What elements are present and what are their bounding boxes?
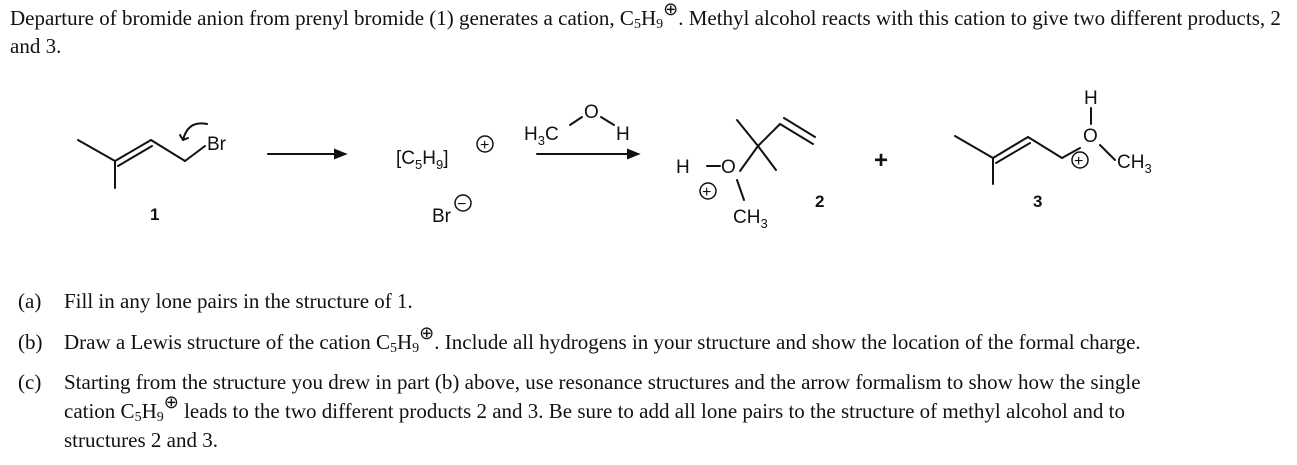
question-c [18,368,1278,460]
product-3-methyl: $CH_3$ [1117,152,1152,176]
compound-2-number: 2 [815,192,825,211]
intro-paragraph [10,0,1290,60]
product-2-oxygen: O [721,157,736,178]
cation-plus-sign: + [480,137,490,154]
question-b-text: Draw a Lewis structure of the cation $C_5H_9\oplus$. Include all hydrogens in your structure and show the location of the formal charge. [64,323,1141,356]
reaction-scheme [0,80,1297,260]
intro-charge-icon: ⊕ [663,0,679,20]
product-2-plus-sign: + [702,184,712,201]
bromide-label: Br [432,206,451,227]
product-2-hydrogen: H [676,157,690,178]
compound-3-number: 3 [1033,192,1043,211]
intro-sub-9: 9 [656,17,664,32]
question-c-label: (c) [18,370,42,394]
intro-sub-5: 5 [633,17,641,32]
bromide-minus-sign: − [457,196,467,213]
question-b [18,323,1278,358]
question-a [18,287,1278,317]
product-3-plus-sign: + [1074,153,1084,170]
question-c-charge-icon: ⊕ [163,392,179,413]
intro-h: H [640,6,657,30]
intro-text-1: Departure of bromide anion from prenyl bromide (1) generates a cation, C [10,6,634,30]
compound-1-number: 1 [150,205,160,224]
question-a-text: Fill in any lone pairs in the structure of 1. [64,289,413,313]
product-3-hydrogen: H [1084,88,1098,109]
question-c-text: Starting from the structure you drew in part (b) above, use resonance structures and the arrow formalism to show how the single cation $C_5H_9\oplus$ leads to the two different products 2 and 3. Be sure to add all lone pairs to the structure of methyl alcohol and to structures 2 and 3. [64,370,1141,452]
question-b-label: (b) [18,330,43,354]
question-a-label: (a) [18,289,42,313]
intro-text-2: . Methyl alcohol reacts with this cation to give two different products, 2 and 3. [10,6,1281,58]
methanol-oxygen: O [584,102,599,123]
product-3-oxygen: O [1083,126,1098,147]
question-b-charge-icon: ⊕ [419,323,435,344]
methanol-methyl: $H_3C$ [524,124,559,148]
compound-1-structure [78,123,207,188]
methanol-hydrogen: H [616,124,630,145]
plus-sign: + [874,147,889,174]
reaction-arrow-1 [268,150,345,158]
reaction-arrow-2 [537,150,638,158]
product-2-methyl: $CH_3$ [733,207,768,231]
cation-formula: $[C_5H_9]$ [396,148,449,172]
bromine-label: Br [207,134,226,155]
